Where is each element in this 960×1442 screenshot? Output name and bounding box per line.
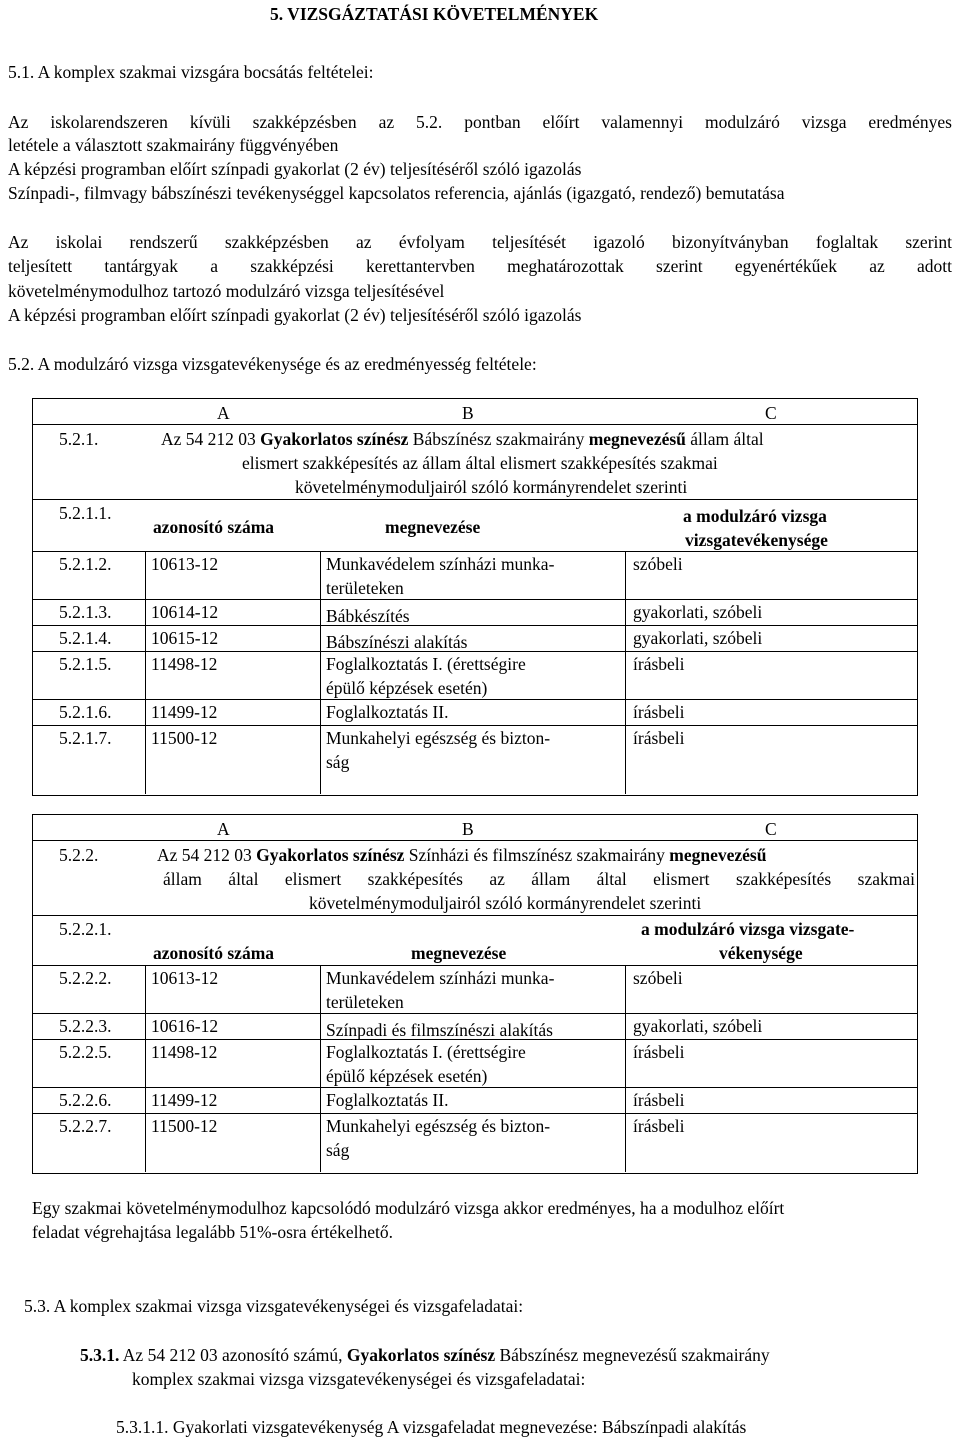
qualification-description-line2: állam által elismert szakképesítés az állam által elismert szakképesítés szakmai [163, 869, 915, 889]
row-id: 5.2.1.7. [59, 728, 112, 748]
header-row-id: 5.2.1.1. [59, 503, 112, 523]
section-5-3-title: 5.3. A komplex szakmai vizsga vizsgatevékenységei és vizsgafeladatai: [24, 1296, 524, 1316]
module-name: Bábszínészi alakítás [326, 632, 468, 652]
section-5-1-title: 5.1. A komplex szakmai vizsgára bocsátás feltételei: [8, 62, 374, 82]
row-id: 5.2.2. [59, 845, 99, 865]
module-code: 11500-12 [151, 1116, 218, 1136]
exam-activity: írásbeli [633, 654, 685, 674]
exam-activity: gyakorlati, szóbeli [633, 1016, 763, 1036]
header-activity-line2: vékenysége [719, 943, 803, 963]
exam-activity: írásbeli [633, 1090, 685, 1110]
qualification-description-line3: követelménymoduljairól szóló kormányrendelet szerinti [295, 477, 688, 497]
header-code: azonosító száma [153, 943, 275, 963]
s51-p1-line1: Az iskolarendszeren kívüli szakképzésben az 5.2. pontban előírt valamennyi modulzáró vizsga eredményes [8, 112, 952, 132]
s51-p1-line3: A képzési programban előírt színpadi gyakorlat (2 év) teljesítéséről szóló igazolás [8, 159, 582, 179]
module-name-line2: épülő képzések esetén) [326, 678, 488, 698]
module-name-line2: területeken [326, 578, 404, 598]
module-code: 11500-12 [151, 728, 218, 748]
s51-p2-line1: Az iskolai rendszerű szakképzésben az évfolyam teljesítését igazoló bizonyítványban foglaltak szerint [8, 232, 952, 252]
exam-activity: írásbeli [633, 1116, 685, 1136]
col-b-header: B [462, 819, 474, 839]
row-id: 5.2.2.7. [59, 1116, 112, 1136]
footnote-line2: feladat végrehajtása legalább 51%-osra értékelhető. [32, 1222, 393, 1242]
qualification-description-line3: követelménymoduljairól szóló kormányrendelet szerinti [309, 893, 702, 913]
document-heading: 5. VIZSGÁZTATÁSI KÖVETELMÉNYEK [270, 4, 599, 24]
row-id: 5.2.1.3. [59, 602, 112, 622]
col-a-header: A [217, 819, 230, 839]
s51-p1-line2: letétele a választott szakmairány függvényében [8, 135, 339, 155]
qualification-description: Az 54 212 03 Gyakorlatos színész Színházi és filmszínész szakmairány megnevezésű [157, 845, 767, 865]
col-a-header: A [217, 403, 230, 423]
module-code: 11499-12 [151, 1090, 218, 1110]
row-id: 5.2.1.4. [59, 628, 112, 648]
module-name: Munkahelyi egészség és bizton- [326, 728, 551, 748]
subsection-5-3-1-1: 5.3.1.1. Gyakorlati vizsgatevékenység A vizsgafeladat megnevezése: Bábszínpadi alakítás [116, 1417, 747, 1437]
qualification-description-line2: elismert szakképesítés az állam által elismert szakképesítés szakmai [242, 453, 718, 473]
module-name: Foglalkoztatás II. [326, 702, 449, 722]
header-name: megnevezése [385, 517, 481, 537]
s51-p2-line3: követelménymodulhoz tartozó modulzáró vizsga teljesítésével [8, 281, 445, 301]
exam-activity: írásbeli [633, 1042, 685, 1062]
header-name: megnevezése [411, 943, 507, 963]
exam-activity: szóbeli [633, 968, 683, 988]
header-code: azonosító száma [153, 517, 275, 537]
row-id: 5.2.1.2. [59, 554, 112, 574]
subsection-5-3-1: 5.3.1. Az 54 212 03 azonosító számú, Gyakorlatos színész Bábszínész megnevezésű szakmairány [80, 1345, 770, 1365]
module-code: 10613-12 [151, 554, 219, 574]
module-name: Munkavédelem színházi munka- [326, 554, 555, 574]
s51-p2-line4: A képzési programban előírt színpadi gyakorlat (2 év) teljesítéséről szóló igazolás [8, 305, 582, 325]
header-activity-line1: a modulzáró vizsga vizsgate- [641, 919, 855, 939]
module-name: Munkahelyi egészség és bizton- [326, 1116, 551, 1136]
module-name: Foglalkoztatás I. (érettségire [326, 1042, 526, 1062]
header-activity-line2: vizsgatevékenysége [685, 530, 828, 550]
subsection-5-3-1-line2: komplex szakmai vizsga vizsgatevékenységei és vizsgafeladatai: [132, 1369, 586, 1389]
footnote-line1: Egy szakmai követelménymodulhoz kapcsolódó modulzáró vizsga akkor eredményes, ha a modulhoz előírt [32, 1198, 785, 1218]
col-c-header: C [765, 403, 777, 423]
row-id: 5.2.2.6. [59, 1090, 112, 1110]
module-name: Színpadi és filmszínészi alakítás [326, 1020, 553, 1040]
module-name: Foglalkoztatás I. (érettségire [326, 654, 526, 674]
header-activity-line1: a modulzáró vizsga [683, 506, 827, 526]
module-code: 11499-12 [151, 702, 218, 722]
module-code: 11498-12 [151, 654, 218, 674]
module-code: 10615-12 [151, 628, 219, 648]
header-row-id: 5.2.2.1. [59, 919, 112, 939]
row-id: 5.2.2.5. [59, 1042, 112, 1062]
module-code: 10614-12 [151, 602, 219, 622]
module-code: 10616-12 [151, 1016, 219, 1036]
module-name-line2: területeken [326, 992, 404, 1012]
exam-activity: írásbeli [633, 702, 685, 722]
col-c-header: C [765, 819, 777, 839]
module-code: 11498-12 [151, 1042, 218, 1062]
module-name-line2: ság [326, 752, 350, 772]
modulzaro-table-babszinesz [32, 398, 918, 796]
s51-p1-line4: Színpadi-, filmvagy bábszínészi tevékenységgel kapcsolatos referencia, ajánlás (igazgató, rendező) bemutatása [8, 183, 785, 203]
row-id: 5.2.1.5. [59, 654, 112, 674]
module-name-line2: épülő képzések esetén) [326, 1066, 488, 1086]
modulzaro-table-szinhazi [32, 814, 918, 1174]
module-name: Bábkészítés [326, 606, 410, 626]
exam-activity: gyakorlati, szóbeli [633, 628, 763, 648]
row-id: 5.2.1.6. [59, 702, 112, 722]
exam-activity: írásbeli [633, 728, 685, 748]
exam-activity: szóbeli [633, 554, 683, 574]
section-5-2-title: 5.2. A modulzáró vizsga vizsgatevékenysége és az eredményesség feltétele: [8, 354, 537, 374]
module-name-line2: ság [326, 1140, 350, 1160]
module-name: Foglalkoztatás II. [326, 1090, 449, 1110]
qualification-description: Az 54 212 03 Gyakorlatos színész Bábszínész szakmairány megnevezésű állam által [161, 429, 764, 449]
module-name: Munkavédelem színházi munka- [326, 968, 555, 988]
exam-activity: gyakorlati, szóbeli [633, 602, 763, 622]
module-code: 10613-12 [151, 968, 219, 988]
col-b-header: B [462, 403, 474, 423]
row-id: 5.2.1. [59, 429, 99, 449]
s51-p2-line2: teljesített tantárgyak a szakképzési kerettantervben meghatározottak szerint egyenértékűek az adott [8, 256, 952, 276]
row-id: 5.2.2.2. [59, 968, 112, 988]
row-id: 5.2.2.3. [59, 1016, 112, 1036]
